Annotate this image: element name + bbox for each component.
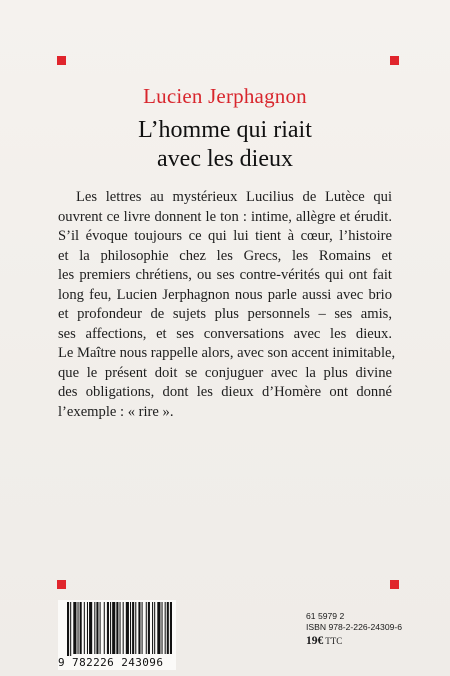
barcode-bar	[110, 602, 111, 654]
barcode-bar	[146, 602, 147, 654]
barcode-bar	[154, 602, 155, 654]
corner-mark-bottom-right	[390, 580, 399, 589]
blurb-line: ses affections, et ses conversations avec les dieux.	[58, 325, 392, 342]
barcode-bar	[142, 602, 143, 654]
blurb-line: l’exemple : « rire ».	[58, 403, 174, 420]
blurb-line: S’il évoque toujours ce qui lui tient à cœur, l’histoire	[58, 228, 392, 244]
blurb-line: que le présent doit se conjuguer avec la plus divine	[58, 364, 392, 381]
barcode-bar	[157, 602, 160, 654]
barcode-bar	[126, 602, 129, 654]
barcode-bar	[107, 602, 109, 654]
barcode-bar	[84, 602, 85, 654]
book-title	[0, 116, 450, 174]
isbn-barcode	[58, 600, 176, 670]
barcode-bar	[104, 602, 105, 654]
barcode-bar	[148, 602, 150, 654]
barcode-bar	[67, 602, 69, 656]
blurb-line: ouvrent ce livre donnent le ton : intime, allègre et érudit.	[58, 208, 392, 225]
barcode-bar	[96, 602, 98, 654]
barcode-bar	[78, 602, 79, 654]
barcode-digits: 9 782226 243096	[58, 656, 164, 669]
corner-mark-top-left	[57, 56, 66, 65]
blurb-line: long feu, Lucien Jerphagnon nous parle aussi avec brio	[58, 286, 392, 303]
barcode-bar	[70, 602, 71, 656]
blurb-line: Le Maître nous rappelle alors, avec son accent inimitable,	[58, 345, 396, 361]
catalog-code: 61 5979 2	[306, 611, 345, 621]
barcode-bar	[116, 602, 118, 654]
price-value: 19€	[306, 635, 324, 647]
barcode-bar	[130, 602, 131, 654]
author-name: Lucien Jerphagnon	[143, 84, 307, 108]
barcode-bar	[170, 602, 172, 654]
barcode-bar	[135, 602, 136, 654]
title-line-1: L’homme qui riait	[138, 117, 312, 143]
barcode-bar	[100, 602, 101, 654]
barcode-bar	[112, 602, 115, 654]
barcode-bar	[120, 602, 121, 654]
barcode-bars	[58, 600, 176, 658]
barcode-bar	[73, 602, 76, 654]
isbn-number: ISBN 978-2-226-24309-6	[306, 622, 403, 632]
price-suffix: TTC	[325, 636, 343, 646]
barcode-bar	[138, 602, 140, 654]
title-line-2: avec les dieux	[157, 146, 293, 172]
barcode-bar	[87, 602, 88, 654]
blurb-line: Les lettres au mystérieux Lucilius de Lutèce qui	[76, 189, 392, 205]
barcode-bar	[89, 602, 92, 654]
blurb-line: des obligations, dont les dieux d’Homère ont donné	[58, 384, 392, 400]
barcode-bar	[80, 602, 82, 654]
barcode-bar	[152, 602, 153, 654]
barcode-bar	[94, 602, 95, 654]
barcode-bar	[132, 602, 134, 654]
barcode-bar	[165, 602, 166, 654]
blurb-paragraph	[58, 188, 396, 422]
blurb-line: et profondeur de sujets plus personnels – ses amis,	[58, 306, 392, 322]
barcode-bar	[167, 602, 169, 654]
blurb-line: les premiers chrétiens, ou ses contre-vérités qui ont fait	[58, 267, 392, 283]
corner-mark-top-right	[390, 56, 399, 65]
blurb-line: et la philosophie chez les Grecs, les Romains et	[58, 247, 392, 264]
price	[306, 634, 402, 649]
publication-info	[306, 611, 402, 649]
barcode-bar	[123, 602, 124, 654]
corner-mark-bottom-left	[57, 580, 66, 589]
barcode-bar	[162, 602, 163, 654]
